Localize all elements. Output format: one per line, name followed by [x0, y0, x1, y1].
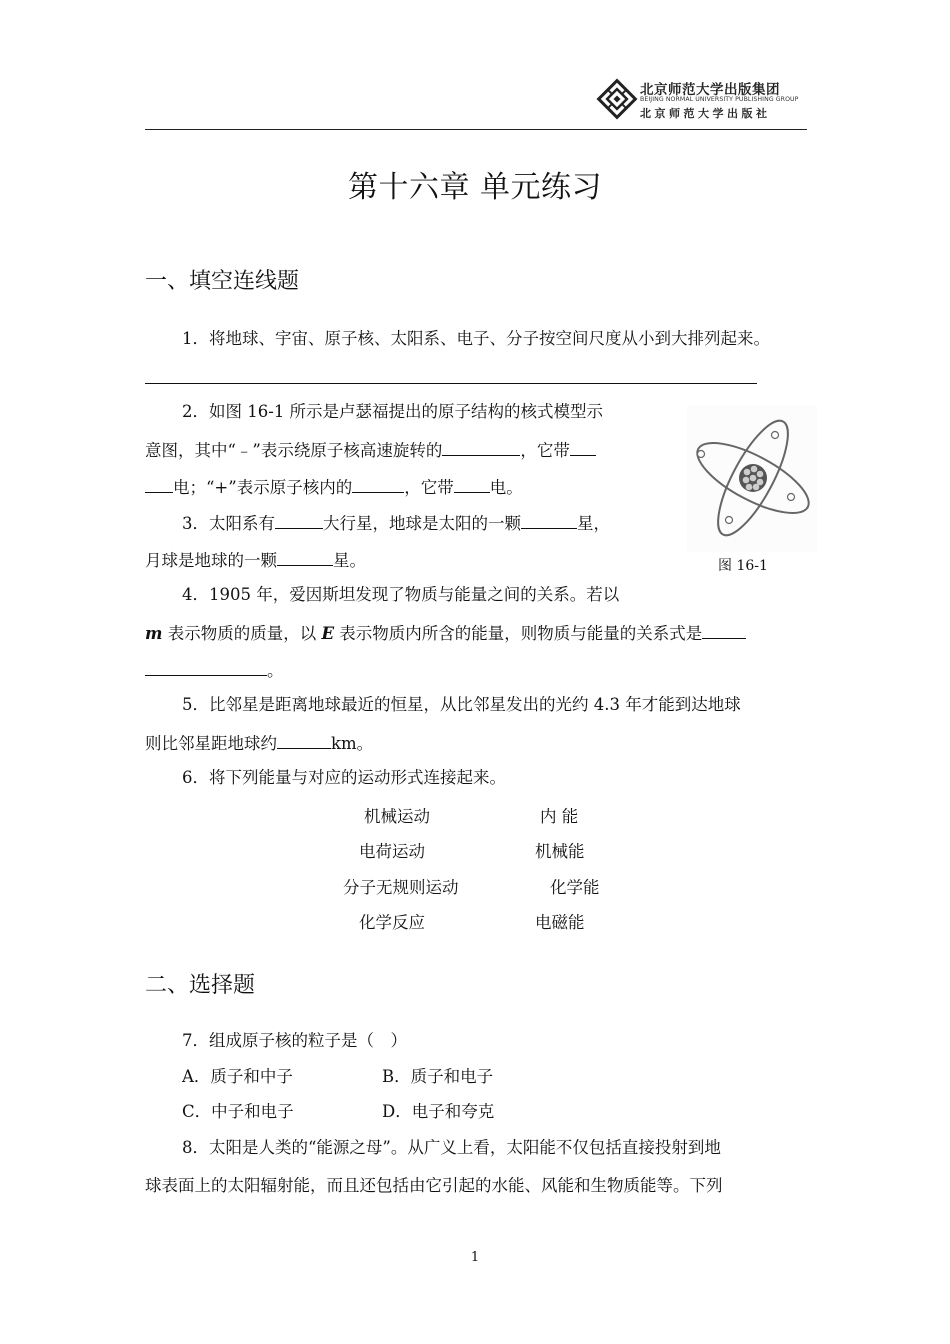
question-3-text-c: 星，: [577, 514, 610, 533]
answer-blank[interactable]: [702, 624, 746, 639]
motion-form-item[interactable]: 分子无规则运动: [343, 878, 459, 897]
figure-caption: 图 16-1: [718, 558, 768, 574]
answer-blank[interactable]: [454, 478, 490, 493]
answer-blank[interactable]: [277, 551, 333, 566]
publisher-emblem-icon: [596, 78, 638, 120]
energy-form-item[interactable]: 电磁能: [535, 913, 585, 932]
question-5-line-1: 5．比邻星是距离地球最近的恒星，从比邻星发出的光约 4.3 年才能到达地球: [182, 695, 741, 714]
page-number: 1: [470, 1250, 480, 1265]
question-3-text-e: 星。: [333, 551, 366, 570]
option-d[interactable]: D．电子和夸克: [382, 1102, 495, 1121]
answer-blank[interactable]: [570, 441, 596, 456]
question-4-text-b: 表示物质内所含的能量，则物质与能量的关系式是: [334, 624, 703, 643]
answer-blank[interactable]: [521, 514, 577, 529]
section-heading-multiple-choice: 二、选择题: [145, 973, 256, 998]
atom-model-icon: [687, 406, 817, 552]
question-2-line-1: 2．如图 16-1 所示是卢瑟福提出的原子结构的核式模型示: [182, 402, 604, 421]
energy-form-item[interactable]: 化学能: [550, 878, 600, 897]
answer-blank[interactable]: [352, 478, 404, 493]
question-2-text-a: 意图，其中“﹣”表示绕原子核高速旋转的: [145, 441, 443, 460]
question-5-text-b: km。: [331, 734, 374, 753]
option-a[interactable]: A．质子和中子: [182, 1067, 293, 1086]
question-2-text-c: 电；“+”表示原子核内的: [173, 478, 353, 497]
question-8-line-2: 球表面上的太阳辐射能，而且还包括由它引起的水能、风能和生物质能等。下列: [145, 1176, 723, 1195]
answer-blank[interactable]: [145, 661, 267, 676]
figure-atom-model: [687, 406, 817, 552]
page-title: 第十六章 单元练习: [347, 170, 603, 205]
question-3-line-2: [145, 551, 366, 570]
question-6: 6．将下列能量与对应的运动形式连接起来。: [182, 768, 506, 787]
symbol-m: m: [145, 624, 163, 643]
answer-blank[interactable]: [145, 478, 173, 493]
symbol-e: E: [321, 624, 335, 643]
question-1: 1．将地球、宇宙、原子核、太阳系、电子、分子按空间尺度从小到大排列起来。: [182, 329, 770, 348]
section-heading-fill-in: 一、填空连线题: [145, 269, 300, 294]
question-2-text-e: 电。: [489, 478, 523, 497]
header-rule: [145, 129, 807, 130]
question-4-line-1: 4．1905 年，爱因斯坦发现了物质与能量之间的关系。若以: [182, 585, 620, 604]
motion-form-item[interactable]: 化学反应: [359, 913, 425, 932]
energy-form-item[interactable]: 机械能: [535, 842, 585, 861]
question-5-text-a: 则比邻星距地球约: [145, 734, 277, 753]
question-2-text-d: ，它带: [404, 478, 454, 497]
question-3-line-1: [182, 514, 610, 533]
answer-line-1: [145, 383, 757, 384]
question-2-line-3: [145, 478, 523, 497]
question-4-line-2: [145, 624, 746, 643]
motion-form-item[interactable]: 机械运动: [364, 807, 430, 826]
question-2-line-2: [145, 441, 596, 460]
option-c[interactable]: C．中子和电子: [182, 1102, 294, 1121]
press-name-cn: 北京师范大学出版社: [640, 107, 771, 120]
question-4-text-c: 。: [267, 661, 284, 680]
answer-blank[interactable]: [275, 514, 323, 529]
answer-blank[interactable]: [442, 441, 520, 456]
question-8-line-1: 8．太阳是人类的“能源之母”。从广义上看，太阳能不仅包括直接投射到地: [182, 1138, 721, 1157]
energy-form-item[interactable]: 内 能: [540, 807, 579, 826]
question-3-text-a: 3．太阳系有: [182, 514, 275, 533]
question-2-text-b: ，它带: [520, 441, 570, 460]
question-4-line-3: [145, 661, 284, 680]
publisher-logo: [596, 74, 808, 124]
question-3-text-d: 月球是地球的一颗: [145, 551, 277, 570]
answer-blank[interactable]: [277, 734, 331, 749]
question-3-text-b: 大行星，地球是太阳的一颗: [323, 514, 521, 533]
motion-form-item[interactable]: 电荷运动: [359, 842, 425, 861]
publisher-name-cn: 北京师范大学出版集团: [640, 82, 780, 98]
question-4-text-a: 表示物质的质量，以: [162, 624, 322, 643]
question-5-line-2: [145, 734, 373, 753]
option-b[interactable]: B．质子和电子: [382, 1067, 494, 1086]
publisher-name-en: BEIJING NORMAL UNIVERSITY PUBLISHING GROUP: [640, 96, 799, 103]
question-7: 7．组成原子核的粒子是（ ）: [182, 1031, 407, 1050]
